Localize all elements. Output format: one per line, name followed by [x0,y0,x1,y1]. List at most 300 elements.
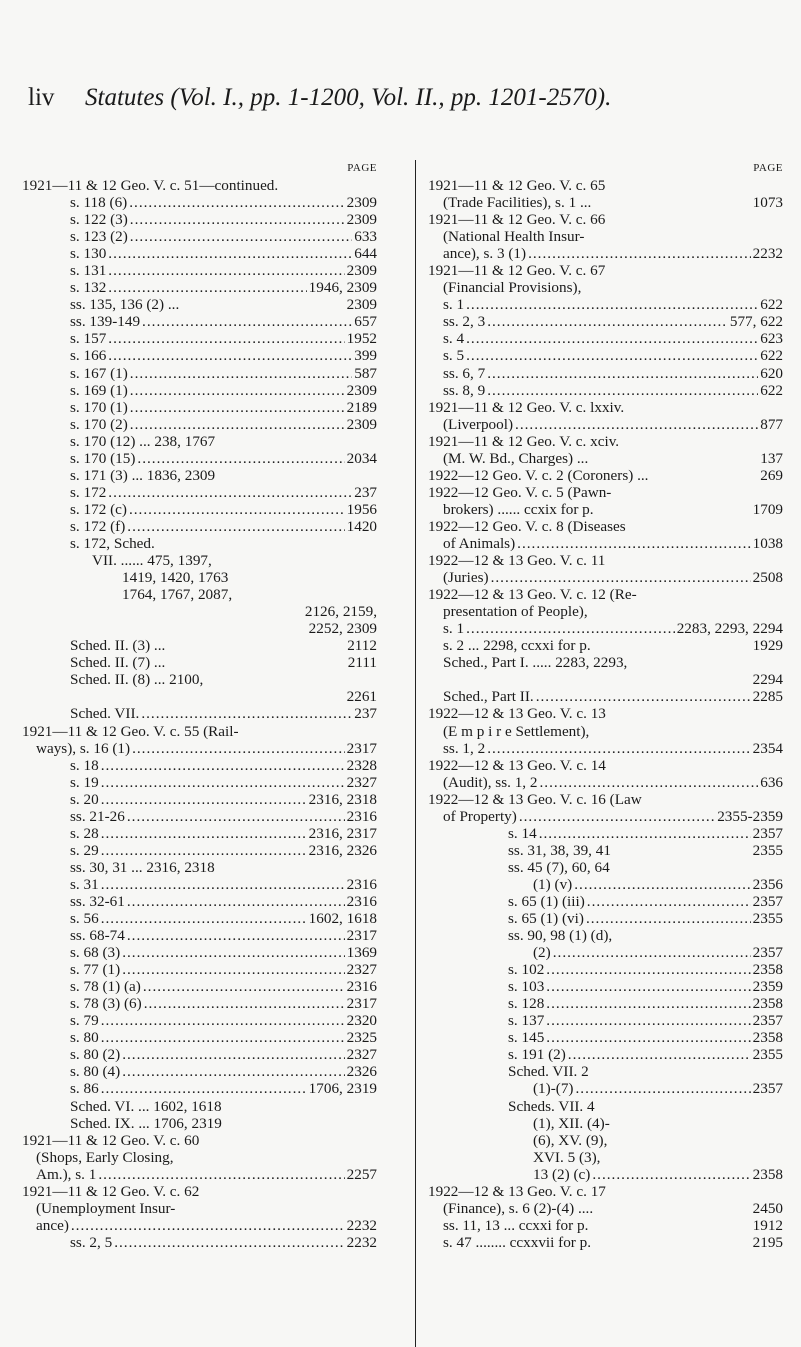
entry-label: s. 56 [70,910,99,928]
entry-label: s. 19 [70,773,99,791]
page-reference: 2317 [346,927,377,945]
index-entry [22,484,377,501]
entry-label: s. 65 (1) (iii) [508,892,585,910]
page-reference: 2450 [752,1199,783,1217]
index-entry [428,1029,783,1046]
page-reference: 2316, 2326 [308,841,377,859]
left-column-heading: PAGE [347,162,377,174]
entry-label: ss. 2, 5 [70,1233,113,1251]
leader-dots [127,927,345,944]
page-reference: 2316, 2318 [308,790,377,808]
leader-dots [546,995,750,1012]
leader-dots [587,893,751,910]
entry-label: s. 1 [443,296,465,314]
index-entry [428,620,783,637]
entry-label: s. 131 [70,262,107,280]
index-entry-heading: 1921—11 & 12 Geo. V. c. xciv. [428,432,620,450]
index-entry [428,1200,783,1217]
index-entry-heading: Sched. IX. ... 1706, 2319 [70,1114,222,1132]
leader-dots [487,740,750,757]
index-entry-heading: 1921—11 & 12 Geo. V. c. 62 [22,1182,200,1200]
leader-dots [122,961,344,978]
page-reference: 2232 [346,1216,377,1234]
leader-dots [127,808,345,825]
index-entry-heading: s. 171 (3) ... 1836, 2309 [70,466,216,484]
index-entry [22,654,377,671]
page-reference: 2358 [752,995,783,1013]
entry-label: s. 170 (15) [70,449,136,467]
leader-dots [101,842,307,859]
index-entry-heading: ss. 45 (7), 60, 64 [508,858,610,876]
index-entry-heading: Sched. VII. 2 [508,1063,589,1081]
page-reference: 2357 [752,944,783,962]
entry-label: (Liverpool) [443,415,514,433]
index-entry [22,791,377,808]
page-reference: 2357 [752,892,783,910]
leader-dots [98,1166,344,1183]
index-entry-heading: s. 172, Sched. [70,534,155,552]
leader-dots [71,1217,345,1234]
leader-dots [130,416,345,433]
index-entry-heading: (6), XV. (9), [533,1131,608,1149]
index-entry [22,382,377,399]
index-entry [428,842,783,859]
page-reference: 2358 [752,1029,783,1047]
entry-label: of Property) [443,807,517,825]
page-reference: 2316 [346,892,377,910]
index-entry [428,365,783,382]
entry-label: ss. 8, 9 [443,381,486,399]
page-reference: 2316 [346,978,377,996]
leader-dots [528,245,751,262]
index-entry-heading: Sched. VI. ... 1602, 1618 [70,1097,222,1115]
entry-label: s. 14 [508,824,537,842]
entry-label: ance), s. 3 (1) [443,245,527,263]
page-reference: 2285 [752,688,783,706]
entry-label: s. 103 [508,978,545,996]
entry-label: 13 (2) (c) [533,1165,591,1183]
page-reference: 2317 [346,995,377,1013]
entry-label: s. 172 [70,483,107,501]
page-reference: 2316 [346,807,377,825]
index-entry-heading: (National Health Insur- [443,228,585,246]
index-entry [428,808,783,825]
index-entry-heading: 1922—12 Geo. V. c. 5 (Pawn- [428,483,612,501]
index-entry-heading: (1), XII. (4)- [533,1114,610,1132]
page-reference: 657 [354,313,377,331]
page-reference: 1706, 2319 [308,1080,377,1098]
index-entry-heading: VII. ...... 475, 1397, [92,552,212,570]
leader-dots [129,501,345,518]
index-entry-heading: 1921—11 & 12 Geo. V. c. 51—continued. [22,177,279,194]
page-reference: 2309 [346,415,377,433]
page-reference: 877 [760,415,783,433]
entry-label: s. 5 [443,347,465,365]
index-entry [428,1012,783,1029]
entry-label: s. 80 [70,1029,99,1047]
entry-label: s. 132 [70,279,107,297]
running-title: Statutes (Vol. I., pp. 1-1200, Vol. II., pp. 1201-2570). [85,84,612,111]
index-entry [428,688,783,705]
leader-dots [130,228,352,245]
index-entry [22,927,377,944]
leader-dots [127,893,345,910]
entry-label: brokers) ...... ccxix for p. [443,500,594,518]
entry-label: s. 20 [70,790,99,808]
index-entry [22,1080,377,1097]
leader-dots [143,978,345,995]
entry-label: 1922—12 Geo. V. c. 2 (Coroners) ... [428,466,649,484]
entry-label: s. 167 (1) [70,364,128,382]
entry-label: ss. 2, 3 [443,313,486,331]
index-entry-heading: 1921—11 & 12 Geo. V. c. 60 [22,1131,200,1149]
index-entry-heading: Sched. II. (8) ... 2100, [70,671,204,689]
page-reference: 137 [760,449,783,467]
page-reference: 1912 [752,1216,783,1234]
leader-dots [129,194,344,211]
index-entry [22,518,377,535]
index-entry [22,450,377,467]
page-reference: 1709 [752,500,783,518]
entry-label: (2) [533,944,551,962]
entry-label: s. 118 (6) [70,194,128,212]
index-entry [22,705,377,722]
page-reference: 2355 [752,841,783,859]
entry-label: s. 172 (f) [70,517,126,535]
leader-dots [553,944,751,961]
page-reference: 2357 [752,824,783,842]
page-reference: 2316, 2317 [308,824,377,842]
index-entry [428,825,783,842]
page-reference: 623 [760,330,783,348]
leader-dots [144,995,345,1012]
entry-label: (1) (v) [533,875,573,893]
page-reference: 622 [760,381,783,399]
index-entry [22,399,377,416]
index-entry-heading: (Financial Provisions), [443,279,582,297]
leader-dots [132,740,345,757]
entry-label: s. 65 (1) (vi) [508,910,584,928]
page-reference: 2327 [346,961,377,979]
page-reference: 2309 [346,296,377,314]
page-reference: 1602, 1618 [308,910,377,928]
page-reference: 2317 [346,739,377,757]
index-entry [22,740,377,757]
index-entry [428,416,783,433]
leader-dots [108,279,306,296]
index-entry [428,194,783,211]
page-reference: 636 [760,773,783,791]
index-entry [22,808,377,825]
entry-label: s. 157 [70,330,107,348]
leader-dots [108,484,352,501]
entry-label: Sched. VII. [70,705,140,723]
page-reference: 2112 [347,637,377,655]
index-entry [428,944,783,961]
entry-label: (Finance), s. 6 (2)-(4) .... [443,1199,594,1217]
page-reference: 2232 [752,245,783,263]
index-entry-heading: 1764, 1767, 2087, [122,586,233,604]
entry-label: (Juries) [443,569,489,587]
page-reference: 2316 [346,875,377,893]
leader-dots [466,620,675,637]
page-reference: 1073 [752,194,783,212]
entry-label: ance) [36,1216,69,1234]
index-entry [428,535,783,552]
entry-label: ss. 21-26 [70,807,125,825]
index-entry [22,1046,377,1063]
leader-dots [592,1166,750,1183]
leader-dots [101,791,307,808]
index-entry [428,501,783,518]
page-reference: 2355 [752,910,783,928]
index-entry [22,944,377,961]
index-entry-heading: Sched., Part I. ..... 2283, 2293, [443,654,628,672]
entry-label: ss. 6, 7 [443,364,486,382]
entry-label: s. 31 [70,875,99,893]
index-entry [428,1234,783,1251]
entry-label: ss. 11, 13 ... ccxxi for p. [443,1216,589,1234]
page-reference: 2034 [346,449,377,467]
index-entry [428,1080,783,1097]
page-reference: 2354 [752,739,783,757]
index-entry [428,740,783,757]
index-entry-heading: 2261 [346,688,377,706]
entry-label: Sched., Part II. [443,688,534,706]
index-entry [428,637,783,654]
entry-label: Am.), s. 1 [36,1165,97,1183]
index-entry-heading: 1922—12 & 13 Geo. V. c. 13 [428,705,606,723]
leader-dots [130,382,345,399]
leader-dots [101,1080,307,1097]
entry-label: s. 102 [508,961,545,979]
index-entry [22,978,377,995]
index-entry [22,296,377,313]
index-entry-heading: 1921—11 & 12 Geo. V. c. 65 [428,177,606,194]
entry-label: s. 80 (2) [70,1046,121,1064]
index-entry [22,501,377,518]
index-entry-heading: presentation of People), [443,603,588,621]
page-reference: 2357 [752,1012,783,1030]
entry-label: s. 80 (4) [70,1063,121,1081]
entry-label: s. 170 (2) [70,415,128,433]
index-entry-heading: 1922—12 & 13 Geo. V. c. 14 [428,756,606,774]
index-entry [428,1166,783,1183]
entry-label: s. 79 [70,1012,99,1030]
leader-dots [487,382,758,399]
entry-label: ss. 139-149 [70,313,141,331]
leader-dots [517,535,750,552]
index-entry-heading: 1922—12 Geo. V. c. 8 (Diseases [428,517,626,535]
leader-dots [539,825,751,842]
index-entry-heading: (Unemployment Insur- [36,1199,176,1217]
column-divider [415,160,416,1347]
leader-dots [586,910,751,927]
index-entry [428,313,783,330]
index-entry [22,262,377,279]
page-reference: 399 [354,347,377,365]
right-column-heading: PAGE [753,162,783,174]
page-reference: 644 [354,245,377,263]
leader-dots [546,1012,750,1029]
index-entry [22,313,377,330]
page-reference: 2355 [752,1046,783,1064]
entry-label: ways), s. 16 (1) [36,739,131,757]
page-reference: 622 [760,347,783,365]
index-entry [428,893,783,910]
index-entry-heading: XVI. 5 (3), [533,1148,601,1166]
page-reference: 237 [354,483,377,501]
entry-label: s. 166 [70,347,107,365]
entry-label: (1)-(7) [533,1080,574,1098]
index-entry [22,194,377,211]
entry-label: s. 1 [443,620,465,638]
index-entry-heading: (E m p i r e Settlement), [443,722,590,740]
leader-dots [137,450,344,467]
entry-label: s. 78 (3) (6) [70,995,142,1013]
index-entry [22,825,377,842]
leader-dots [130,365,352,382]
index-entry [22,1234,377,1251]
entry-label: s. 169 (1) [70,381,128,399]
index-entry [428,382,783,399]
leader-dots [546,978,750,995]
page-reference: 2357 [752,1080,783,1098]
page-reference: 2189 [346,398,377,416]
page-reference: 1929 [752,637,783,655]
index-entry-heading: ss. 30, 31 ... 2316, 2318 [70,858,215,876]
index-entry [22,211,377,228]
page-reference: 2309 [346,381,377,399]
entry-label: (Trade Facilities), s. 1 ... [443,194,592,212]
index-entry [428,961,783,978]
index-entry-heading: 2126, 2159, [304,603,377,621]
leader-dots [101,757,345,774]
entry-label: s. 68 (3) [70,944,121,962]
leader-dots [575,1080,750,1097]
page-reference: 1946, 2309 [308,279,377,297]
page-reference: 2257 [346,1165,377,1183]
entry-label: ss. 32-61 [70,892,125,910]
page-reference: 2325 [346,1029,377,1047]
index-entry [428,876,783,893]
page-reference: 2359 [752,978,783,996]
page-reference: 237 [354,705,377,723]
page-reference: 2358 [752,961,783,979]
index-entry [428,450,783,467]
page-reference: 2195 [752,1233,783,1251]
entry-label: s. 77 (1) [70,961,121,979]
leader-dots [101,825,307,842]
entry-label: s. 123 (2) [70,228,128,246]
entry-label: s. 47 ........ ccxxvii for p. [443,1233,592,1251]
entry-label: s. 86 [70,1080,99,1098]
leader-dots [101,910,307,927]
index-entry [22,1166,377,1183]
leader-dots [122,1046,344,1063]
index-entry [22,910,377,927]
leader-dots [101,1012,345,1029]
index-entry-heading: 1921—11 & 12 Geo. V. c. 67 [428,262,606,280]
index-entry [22,347,377,364]
leader-dots [515,416,758,433]
leader-dots [101,876,345,893]
page-folio: liv [28,84,55,111]
index-entry-heading: Scheds. VII. 4 [508,1097,595,1115]
leader-dots [141,705,352,722]
index-entry-heading: 1921—11 & 12 Geo. V. c. 55 (Rail- [22,722,239,740]
leader-dots [466,347,758,364]
leader-dots [122,1063,344,1080]
index-entry [428,569,783,586]
page-reference: 2328 [346,756,377,774]
leader-dots [466,296,758,313]
page-reference: 1952 [346,330,377,348]
entry-label: s. 170 (1) [70,398,128,416]
entry-label: ss. 1, 2 [443,739,486,757]
entry-label: s. 18 [70,756,99,774]
leader-dots [101,1029,345,1046]
leader-dots [487,313,728,330]
index-entry-heading: (Shops, Early Closing, [36,1148,174,1166]
left-column [22,160,377,1251]
index-entry-heading: 1921—11 & 12 Geo. V. c. 66 [428,211,606,229]
index-entry [428,245,783,262]
leader-dots [546,961,750,978]
index-entry [22,995,377,1012]
entry-label: s. 29 [70,841,99,859]
index-entry [428,467,783,484]
leader-dots [130,211,345,228]
index-entry [428,1217,783,1234]
leader-dots [546,1029,750,1046]
entry-label: ss. 135, 136 (2) ... [70,296,180,314]
index-entry [428,978,783,995]
page-reference: 269 [760,466,783,484]
entry-label: s. 128 [508,995,545,1013]
leader-dots [101,774,345,791]
leader-dots [108,330,344,347]
page-reference: 633 [354,228,377,246]
leader-dots [491,569,751,586]
entry-label: s. 28 [70,824,99,842]
leader-dots [519,808,715,825]
index-entry [22,961,377,978]
entry-label: s. 4 [443,330,465,348]
index-entry-heading: 1921—11 & 12 Geo. V. c. lxxiv. [428,398,625,416]
entry-label: (Audit), ss. 1, 2 [443,773,538,791]
entry-label: Sched. II. (3) ... [70,637,166,655]
leader-dots [574,876,750,893]
index-entry [428,347,783,364]
index-entry [22,757,377,774]
index-entry [22,416,377,433]
index-entry [428,910,783,927]
index-entry [22,330,377,347]
page-reference: 2309 [346,194,377,212]
index-entry [22,1217,377,1234]
entry-label: (M. W. Bd., Charges) ... [443,449,589,467]
leader-dots [108,245,352,262]
index-entry-heading: s. 170 (12) ... 238, 1767 [70,432,216,450]
page-reference: 2327 [346,773,377,791]
page-reference: 587 [354,364,377,382]
entry-label: s. 122 (3) [70,211,128,229]
entry-label: s. 137 [508,1012,545,1030]
index-entry [428,774,783,791]
page-reference: 1956 [346,500,377,518]
page-reference: 2326 [346,1063,377,1081]
